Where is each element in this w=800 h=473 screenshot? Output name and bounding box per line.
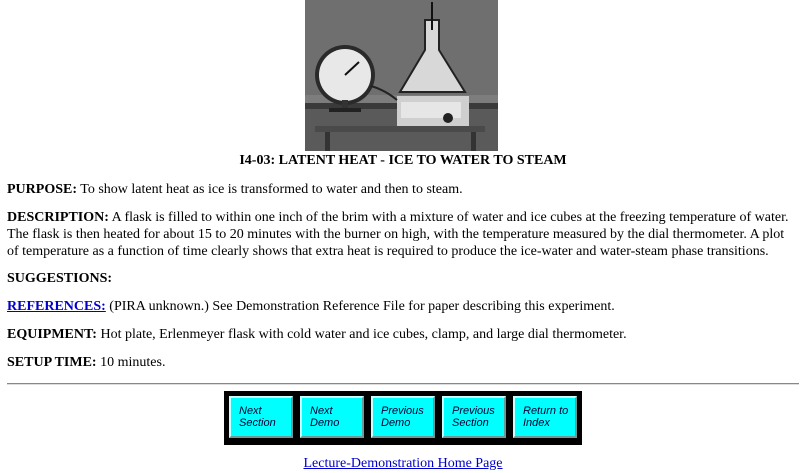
equipment-label: EQUIPMENT:	[7, 327, 97, 342]
next-section-label-2: Section	[239, 417, 276, 429]
home-page-link[interactable]: Lecture-Demonstration Home Page	[303, 456, 503, 471]
divider	[7, 383, 799, 385]
return-to-index-button[interactable]	[513, 396, 577, 438]
previous-demo-label-2: Demo	[381, 417, 411, 429]
purpose-text: To show latent heat as ice is transformed to water and then to steam.	[80, 182, 463, 197]
references-paragraph	[7, 298, 799, 315]
apparatus-photo-graphic	[305, 0, 498, 151]
references-text: (PIRA unknown.) See Demonstration Reference File for paper describing this experiment.	[109, 299, 615, 314]
next-section-label-1: Next	[239, 405, 262, 417]
next-demo-label-2: Demo	[310, 417, 340, 429]
references-link[interactable]: REFERENCES:	[7, 299, 106, 314]
apparatus-photo	[305, 0, 498, 151]
previous-demo-button[interactable]	[371, 396, 435, 438]
page-title: I4-03: LATENT HEAT - ICE TO WATER TO STEAM	[239, 153, 567, 168]
equipment-paragraph	[7, 326, 799, 343]
next-demo-button[interactable]	[300, 396, 364, 438]
return-to-index-label-2: Index	[523, 417, 550, 429]
setup-time-label: SETUP TIME:	[7, 355, 97, 370]
purpose-label: PURPOSE:	[7, 182, 77, 197]
suggestions-paragraph	[7, 270, 799, 287]
equipment-text: Hot plate, Erlenmeyer flask with cold water and ice cubes, clamp, and large dial thermometer.	[100, 327, 627, 342]
return-to-index-label-1: Return to	[523, 405, 569, 417]
next-demo-label-1: Next	[310, 405, 333, 417]
next-section-button[interactable]	[229, 396, 293, 438]
previous-section-label-2: Section	[452, 417, 489, 429]
previous-demo-label-1: Previous	[381, 405, 424, 417]
setup-time-paragraph	[7, 354, 799, 371]
description-label: DESCRIPTION:	[7, 210, 109, 225]
navigation-bar	[224, 391, 582, 445]
description-paragraph	[7, 209, 799, 260]
previous-section-label-1: Previous	[452, 405, 495, 417]
suggestions-label: SUGGESTIONS:	[7, 271, 113, 286]
purpose-paragraph	[7, 181, 799, 198]
setup-time-text: 10 minutes.	[100, 355, 166, 370]
previous-section-button[interactable]	[442, 396, 506, 438]
description-text: A flask is filled to within one inch of the brim with a mixture of water and ice cubes at the freezing temperature of water. The flask is then heated for about 15 to 20 minutes with the burner on high, with the temperature measured by the dial thermometer. A plot of temperature as a function of time clearly shows that extra heat is required to produce the ice-water and water-steam phase transitions.	[7, 210, 789, 259]
